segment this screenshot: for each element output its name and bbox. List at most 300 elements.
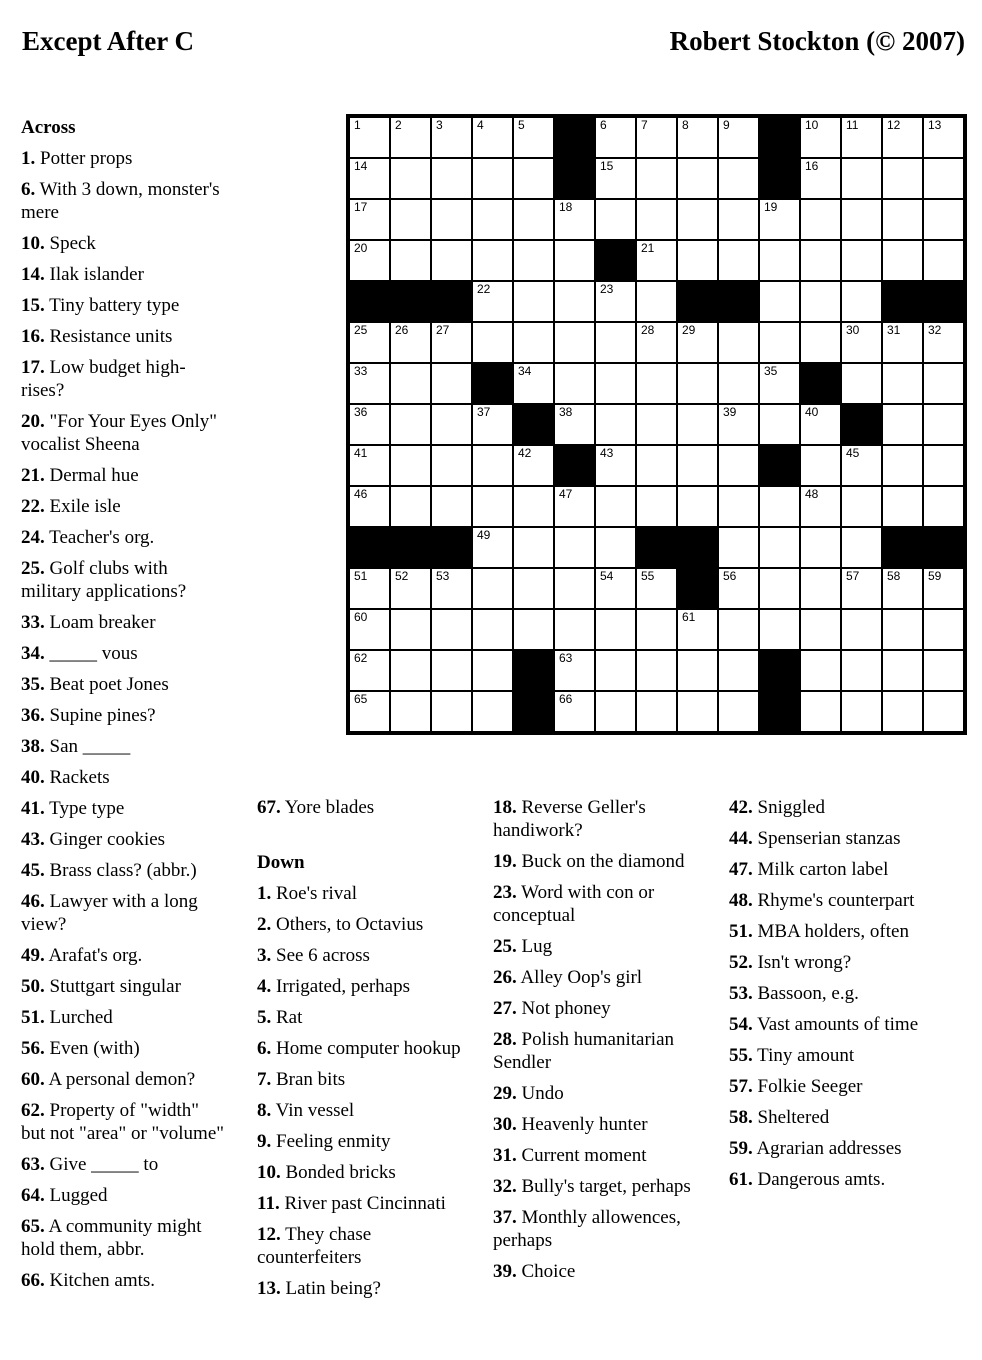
cell-number: 4 — [477, 118, 484, 132]
cell-number: 58 — [887, 569, 901, 583]
grid-cell[interactable] — [923, 158, 964, 199]
clue-item — [257, 796, 475, 819]
grid-cell[interactable] — [718, 404, 759, 445]
grid-cell[interactable] — [800, 322, 841, 363]
grid-cell[interactable] — [472, 486, 513, 527]
grid-cell[interactable] — [882, 609, 923, 650]
grid-cell[interactable] — [882, 322, 923, 363]
grid-cell[interactable] — [513, 527, 554, 568]
grid-cell[interactable] — [349, 240, 390, 281]
grid-cell[interactable] — [349, 486, 390, 527]
cell-number: 12 — [887, 118, 901, 132]
grid-cell[interactable] — [595, 486, 636, 527]
grid-cell[interactable] — [759, 240, 800, 281]
grid-cell[interactable] — [800, 650, 841, 691]
grid-cell[interactable] — [759, 199, 800, 240]
grid-cell[interactable] — [390, 568, 431, 609]
grid-cell[interactable] — [595, 281, 636, 322]
cell-number: 31 — [887, 323, 901, 337]
grid-cell[interactable] — [390, 486, 431, 527]
grid-cell[interactable] — [636, 117, 677, 158]
grid-cell[interactable] — [349, 322, 390, 363]
grid-cell[interactable] — [882, 486, 923, 527]
grid-cell[interactable] — [841, 322, 882, 363]
grid-cell[interactable] — [882, 199, 923, 240]
grid-cell[interactable] — [554, 650, 595, 691]
grid-cell[interactable] — [472, 322, 513, 363]
grid-cell[interactable] — [923, 404, 964, 445]
grid-cell[interactable] — [513, 117, 554, 158]
grid-block — [759, 650, 800, 691]
clue-list — [257, 796, 475, 819]
grid-cell[interactable] — [349, 199, 390, 240]
grid-cell[interactable] — [800, 281, 841, 322]
grid-block — [513, 650, 554, 691]
grid-cell[interactable] — [472, 568, 513, 609]
grid-cell[interactable] — [472, 281, 513, 322]
clue-text: Home computer hookup — [276, 1038, 461, 1059]
grid-cell[interactable] — [882, 363, 923, 404]
grid-cell[interactable] — [349, 691, 390, 732]
grid-cell[interactable] — [677, 445, 718, 486]
cell-number: 49 — [477, 528, 491, 542]
grid-cell[interactable] — [431, 199, 472, 240]
grid-cell[interactable] — [841, 609, 882, 650]
grid-cell[interactable] — [431, 486, 472, 527]
clue-text: Word with con or conceptual — [493, 882, 655, 926]
grid-cell[interactable] — [390, 363, 431, 404]
clue-text: Polish humanitarian Sendler — [493, 1029, 675, 1073]
clue-number: 48. — [729, 890, 753, 911]
grid-cell[interactable] — [431, 158, 472, 199]
grid-cell[interactable] — [513, 609, 554, 650]
grid-cell[interactable] — [636, 650, 677, 691]
down-heading: Down — [257, 852, 305, 873]
grid-cell[interactable] — [554, 281, 595, 322]
grid-cell[interactable] — [390, 322, 431, 363]
clue-number: 6. — [21, 179, 36, 200]
grid-cell[interactable] — [472, 609, 513, 650]
clue-text: Dermal hue — [49, 465, 139, 486]
grid-cell[interactable] — [800, 527, 841, 568]
grid-cell[interactable] — [841, 199, 882, 240]
cell-number: 61 — [682, 610, 696, 624]
grid-cell[interactable] — [513, 199, 554, 240]
grid-cell[interactable] — [472, 691, 513, 732]
grid-cell[interactable] — [841, 650, 882, 691]
clue-item — [729, 1137, 959, 1160]
clue-number: 25. — [493, 936, 517, 957]
grid-cell[interactable] — [595, 527, 636, 568]
clue-item — [21, 526, 226, 549]
grid-cell[interactable] — [513, 158, 554, 199]
clue-number: 33. — [21, 612, 45, 633]
grid-cell[interactable] — [390, 404, 431, 445]
grid-cell[interactable] — [513, 445, 554, 486]
grid-cell[interactable] — [800, 199, 841, 240]
grid-cell[interactable] — [554, 568, 595, 609]
grid-cell[interactable] — [431, 117, 472, 158]
grid-cell[interactable] — [882, 691, 923, 732]
grid-cell[interactable] — [636, 609, 677, 650]
grid-cell[interactable] — [718, 322, 759, 363]
cell-number: 5 — [518, 118, 525, 132]
grid-cell[interactable] — [636, 199, 677, 240]
grid-cell[interactable] — [554, 609, 595, 650]
grid-cell[interactable] — [431, 404, 472, 445]
clue-number: 28. — [493, 1029, 517, 1050]
grid-cell[interactable] — [841, 117, 882, 158]
grid-cell[interactable] — [472, 650, 513, 691]
grid-cell[interactable] — [554, 404, 595, 445]
clue-item — [729, 982, 959, 1005]
grid-cell[interactable] — [431, 445, 472, 486]
clue-item — [21, 766, 226, 789]
cell-number: 59 — [928, 569, 942, 583]
grid-cell[interactable] — [882, 158, 923, 199]
grid-cell[interactable] — [595, 117, 636, 158]
cell-number: 13 — [928, 118, 942, 132]
grid-cell[interactable] — [595, 322, 636, 363]
grid-cell[interactable] — [923, 568, 964, 609]
grid-cell[interactable] — [677, 650, 718, 691]
grid-cell[interactable] — [431, 568, 472, 609]
grid-cell[interactable] — [841, 158, 882, 199]
clue-text: Bully's target, perhaps — [521, 1176, 691, 1197]
grid-cell[interactable] — [923, 363, 964, 404]
grid-cell[interactable] — [759, 609, 800, 650]
grid-cell[interactable] — [390, 609, 431, 650]
clue-text: A personal demon? — [48, 1069, 196, 1090]
grid-cell[interactable] — [431, 240, 472, 281]
grid-cell[interactable] — [759, 527, 800, 568]
clue-item — [21, 495, 226, 518]
grid-cell[interactable] — [800, 486, 841, 527]
clue-item — [21, 1215, 226, 1261]
grid-block — [472, 363, 513, 404]
clue-list — [257, 882, 475, 1300]
clue-number: 41. — [21, 798, 45, 819]
clue-number: 9. — [257, 1131, 272, 1152]
grid-cell[interactable] — [677, 691, 718, 732]
clue-item — [21, 263, 226, 286]
grid-cell[interactable] — [718, 117, 759, 158]
clue-text: See 6 across — [276, 945, 370, 966]
grid-cell[interactable] — [677, 240, 718, 281]
grid-cell[interactable] — [595, 609, 636, 650]
grid-cell[interactable] — [882, 650, 923, 691]
grid-cell[interactable] — [800, 568, 841, 609]
grid-cell[interactable] — [677, 363, 718, 404]
grid-block — [759, 158, 800, 199]
grid-cell[interactable] — [718, 486, 759, 527]
clue-number: 31. — [493, 1145, 517, 1166]
clue-number: 17. — [21, 357, 45, 378]
clue-number: 50. — [21, 976, 45, 997]
clue-text: Low budget high-rises? — [21, 357, 186, 401]
clue-text: River past Cincinnati — [284, 1193, 446, 1214]
grid-cell[interactable] — [513, 363, 554, 404]
grid-cell[interactable] — [882, 568, 923, 609]
clue-number: 2. — [257, 914, 272, 935]
grid-cell[interactable] — [390, 158, 431, 199]
grid-cell[interactable] — [554, 240, 595, 281]
grid-cell[interactable] — [718, 527, 759, 568]
clue-number: 16. — [21, 326, 45, 347]
cell-number: 37 — [477, 405, 491, 419]
clue-number: 64. — [21, 1185, 45, 1206]
grid-cell[interactable] — [472, 117, 513, 158]
clue-text: Give _____ to — [49, 1154, 159, 1175]
grid-cell[interactable] — [800, 240, 841, 281]
clue-text: Teacher's org. — [49, 527, 155, 548]
grid-cell[interactable] — [841, 445, 882, 486]
grid-cell[interactable] — [636, 691, 677, 732]
clue-text: Feeling enmity — [276, 1131, 391, 1152]
grid-cell[interactable] — [759, 322, 800, 363]
grid-cell[interactable] — [800, 445, 841, 486]
grid-cell[interactable] — [554, 486, 595, 527]
grid-block — [554, 158, 595, 199]
cell-number: 26 — [395, 323, 409, 337]
grid-cell[interactable] — [595, 445, 636, 486]
grid-cell[interactable] — [759, 568, 800, 609]
grid-cell[interactable] — [882, 404, 923, 445]
grid-cell[interactable] — [800, 404, 841, 445]
grid-cell[interactable] — [390, 199, 431, 240]
grid-cell[interactable] — [677, 404, 718, 445]
grid-cell[interactable] — [472, 527, 513, 568]
grid-cell[interactable] — [800, 158, 841, 199]
grid-cell[interactable] — [472, 158, 513, 199]
grid-cell[interactable] — [431, 650, 472, 691]
clue-text: "For Your Eyes Only" vocalist Sheena — [21, 411, 218, 455]
grid-cell[interactable] — [349, 117, 390, 158]
grid-cell[interactable] — [390, 445, 431, 486]
grid-cell[interactable] — [431, 363, 472, 404]
grid-cell[interactable] — [636, 240, 677, 281]
grid-cell[interactable] — [923, 486, 964, 527]
clue-item — [493, 796, 711, 842]
puzzle-author: Robert Stockton (© 2007) — [669, 26, 965, 56]
grid-cell[interactable] — [513, 568, 554, 609]
grid-cell[interactable] — [390, 691, 431, 732]
clue-item — [257, 1130, 475, 1153]
grid-cell[interactable] — [349, 404, 390, 445]
clue-number: 1. — [21, 148, 36, 169]
grid-cell[interactable] — [923, 609, 964, 650]
clue-item — [21, 1153, 226, 1176]
grid-block — [677, 281, 718, 322]
grid-cell[interactable] — [841, 527, 882, 568]
grid-cell[interactable] — [513, 322, 554, 363]
grid-cell[interactable] — [636, 281, 677, 322]
grid-cell[interactable] — [390, 117, 431, 158]
grid-cell[interactable] — [595, 691, 636, 732]
grid-cell[interactable] — [759, 363, 800, 404]
clue-number: 30. — [493, 1114, 517, 1135]
clue-text: _____ vous — [49, 643, 138, 664]
grid-cell[interactable] — [472, 240, 513, 281]
grid-cell[interactable] — [595, 650, 636, 691]
grid-cell[interactable] — [923, 691, 964, 732]
grid-cell[interactable] — [718, 609, 759, 650]
grid-cell[interactable] — [595, 363, 636, 404]
grid-cell[interactable] — [390, 650, 431, 691]
grid-cell[interactable] — [759, 281, 800, 322]
grid-cell[interactable] — [718, 691, 759, 732]
cell-number: 47 — [559, 487, 573, 501]
grid-cell[interactable] — [677, 199, 718, 240]
clue-text: Yore blades — [284, 797, 375, 818]
grid-cell[interactable] — [923, 240, 964, 281]
grid-cell[interactable] — [349, 445, 390, 486]
grid-cell[interactable] — [390, 240, 431, 281]
grid-cell[interactable] — [636, 568, 677, 609]
grid-cell[interactable] — [595, 404, 636, 445]
clue-item — [729, 1075, 959, 1098]
clue-number: 14. — [21, 264, 45, 285]
clue-item — [21, 178, 226, 224]
clue-number: 66. — [21, 1270, 45, 1291]
grid-cell[interactable] — [513, 281, 554, 322]
grid-block — [759, 117, 800, 158]
grid-cell[interactable] — [718, 158, 759, 199]
cell-number: 27 — [436, 323, 450, 337]
grid-cell[interactable] — [554, 691, 595, 732]
grid-cell[interactable] — [841, 281, 882, 322]
grid-cell[interactable] — [841, 486, 882, 527]
clue-text: Vast amounts of time — [757, 1014, 919, 1035]
grid-cell[interactable] — [554, 527, 595, 568]
cell-number: 46 — [354, 487, 368, 501]
grid-cell[interactable] — [349, 158, 390, 199]
grid-cell[interactable] — [677, 117, 718, 158]
grid-cell[interactable] — [923, 650, 964, 691]
grid-cell[interactable] — [923, 445, 964, 486]
cell-number: 52 — [395, 569, 409, 583]
clue-text: Agrarian addresses — [756, 1138, 902, 1159]
grid-cell[interactable] — [513, 240, 554, 281]
grid-cell[interactable] — [882, 117, 923, 158]
cell-number: 2 — [395, 118, 402, 132]
clue-item — [21, 859, 226, 882]
clue-text: Supine pines? — [49, 705, 156, 726]
grid-cell[interactable] — [800, 117, 841, 158]
grid-cell[interactable] — [677, 609, 718, 650]
grid-cell[interactable] — [636, 404, 677, 445]
clue-text: Resistance units — [49, 326, 173, 347]
grid-cell[interactable] — [431, 691, 472, 732]
grid-cell[interactable] — [800, 691, 841, 732]
grid-cell[interactable] — [882, 445, 923, 486]
clue-number: 56. — [21, 1038, 45, 1059]
cell-number: 10 — [805, 118, 819, 132]
clue-item — [21, 1068, 226, 1091]
grid-cell[interactable] — [677, 486, 718, 527]
grid-cell[interactable] — [472, 445, 513, 486]
grid-cell[interactable] — [472, 199, 513, 240]
grid-cell[interactable] — [718, 240, 759, 281]
grid-cell[interactable] — [841, 240, 882, 281]
clue-number: 22. — [21, 496, 45, 517]
cell-number: 16 — [805, 159, 819, 173]
cell-number: 17 — [354, 200, 368, 214]
grid-cell[interactable] — [636, 158, 677, 199]
grid-cell[interactable] — [882, 240, 923, 281]
grid-cell[interactable] — [718, 650, 759, 691]
grid-cell[interactable] — [718, 199, 759, 240]
clue-item — [21, 642, 226, 665]
grid-cell[interactable] — [595, 199, 636, 240]
clue-number: 63. — [21, 1154, 45, 1175]
clue-number: 67. — [257, 797, 281, 818]
grid-cell[interactable] — [800, 609, 841, 650]
grid-cell[interactable] — [923, 322, 964, 363]
grid-cell[interactable] — [349, 363, 390, 404]
cell-number: 23 — [600, 282, 614, 296]
clue-number: 45. — [21, 860, 45, 881]
clue-text: Brass class? (abbr.) — [49, 860, 197, 881]
grid-cell[interactable] — [349, 609, 390, 650]
grid-cell[interactable] — [759, 486, 800, 527]
clue-item — [21, 1006, 226, 1029]
clue-number: 11. — [257, 1193, 280, 1214]
grid-cell[interactable] — [554, 322, 595, 363]
grid-cell[interactable] — [554, 199, 595, 240]
grid-cell[interactable] — [636, 486, 677, 527]
grid-cell[interactable] — [636, 445, 677, 486]
grid-cell[interactable] — [431, 609, 472, 650]
clue-text: Property of "width" but not "area" or "volume" — [21, 1100, 225, 1144]
grid-cell[interactable] — [718, 568, 759, 609]
grid-cell[interactable] — [513, 486, 554, 527]
grid-cell[interactable] — [923, 199, 964, 240]
grid-cell[interactable] — [718, 445, 759, 486]
grid-cell[interactable] — [636, 322, 677, 363]
clue-text: Bassoon, e.g. — [757, 983, 859, 1004]
clue-text: Bran bits — [276, 1069, 346, 1090]
clue-number: 13. — [257, 1278, 281, 1299]
clue-text: Folkie Seeger — [757, 1076, 863, 1097]
grid-cell[interactable] — [677, 158, 718, 199]
grid-cell[interactable] — [923, 117, 964, 158]
cell-number: 66 — [559, 692, 573, 706]
grid-block — [390, 281, 431, 322]
grid-cell[interactable] — [841, 691, 882, 732]
grid-cell[interactable] — [595, 568, 636, 609]
cell-number: 60 — [354, 610, 368, 624]
cell-number: 32 — [928, 323, 942, 337]
grid-cell[interactable] — [349, 568, 390, 609]
grid-cell[interactable] — [472, 404, 513, 445]
clue-item — [493, 997, 711, 1020]
grid-cell[interactable] — [595, 158, 636, 199]
grid-cell[interactable] — [349, 650, 390, 691]
grid-cell[interactable] — [431, 322, 472, 363]
grid-cell[interactable] — [677, 322, 718, 363]
cell-number: 19 — [764, 200, 778, 214]
crossword-grid — [346, 114, 967, 735]
grid-cell[interactable] — [759, 404, 800, 445]
grid-cell[interactable] — [841, 363, 882, 404]
clue-item — [257, 1161, 475, 1184]
grid-cell[interactable] — [554, 363, 595, 404]
grid-cell[interactable] — [718, 363, 759, 404]
cell-number: 30 — [846, 323, 860, 337]
grid-cell[interactable] — [636, 363, 677, 404]
grid-cell[interactable] — [841, 568, 882, 609]
